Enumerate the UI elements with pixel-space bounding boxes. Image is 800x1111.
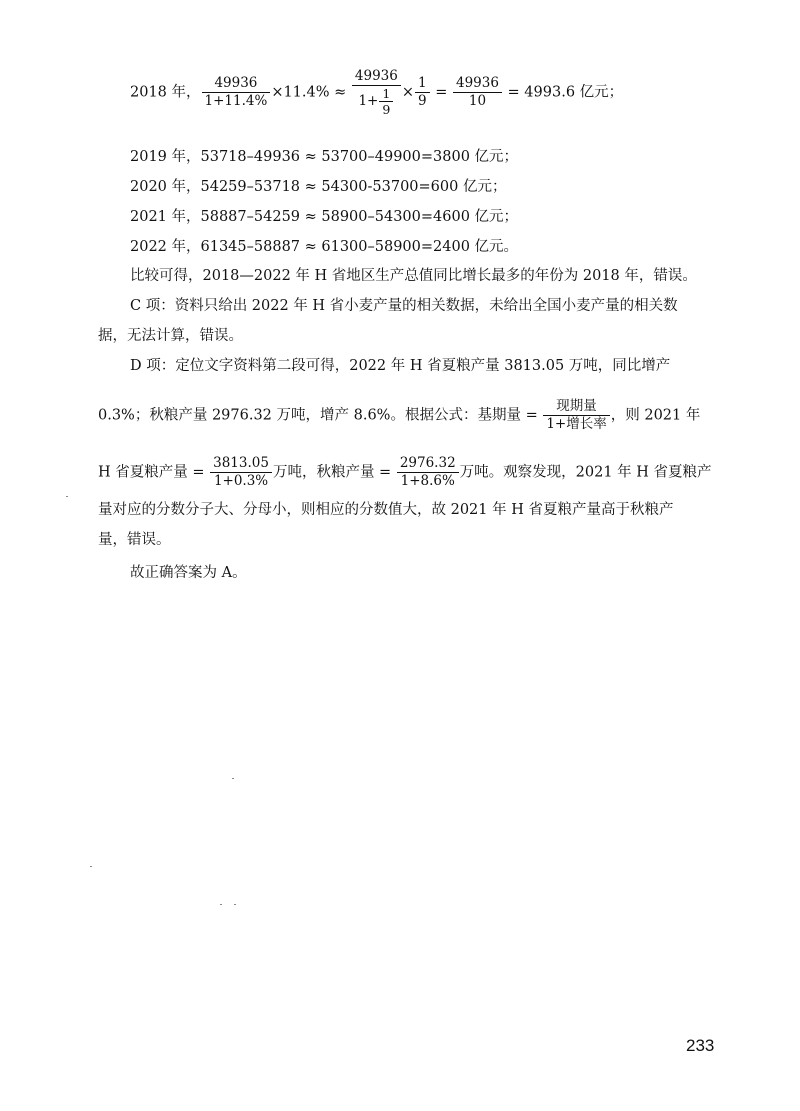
autumn-grain-fraction: $\frac{2976.32}{1+8.6\%}$	[397, 455, 459, 490]
scan-speck	[66, 496, 68, 497]
scan-speck	[232, 778, 234, 779]
calc-line-2022: 2022 年，61345–58887 ≈ 61300–58900=2400 亿元。	[130, 239, 519, 255]
option-c-line-1: C 项：资料只给出 2022 年 H 省小麦产量的相关数据，未给出全国小麦产量的相关数	[130, 298, 678, 314]
calc-line-2019: 2019 年，53718–49936 ≈ 53700–49900=3800 亿元；	[130, 149, 519, 165]
option-d-line-2: 0.3%；秋粮产量 2976.32 万吨，增产 8.6%。根据公式：基期量 = $\frac{\text{现期量}}{\text{1+增长率}}$ ，则 2021 年	[98, 398, 701, 432]
fraction-4: $\frac{49936}{10}$	[453, 75, 502, 110]
option-d-line-1: D 项：定位文字资料第二段可得，2022 年 H 省夏粮产量 3813.05 万吨，同比增产	[130, 358, 671, 374]
calc-line-2018	[130, 68, 623, 117]
option-d-line-3: H 省夏粮产量 = $\frac{3813.05}{1+0.3\%}$ 万吨，秋粮产量 = $\frac{2976.32}{1+8.6\%}$ 万吨。观察发现，2021 年 H 省夏粮产	[98, 455, 712, 489]
calc-line-2020: 2020 年，54259–53718 ≈ 54300-53700=600 亿元；	[130, 179, 507, 195]
summer-grain-fraction: $\frac{3813.05}{1+0.3\%}$	[210, 455, 272, 490]
fraction-1: $\frac{49936}{1+11.4\%}$	[202, 75, 271, 110]
scan-speck	[90, 866, 92, 867]
scan-speck	[220, 904, 222, 905]
option-d-line-4: 量对应的分数分子大、分母小，则相应的分数值大，故 2021 年 H 省夏粮产量高于秋粮产	[98, 502, 674, 518]
calc-2018-prefix: 2018 年，	[130, 84, 201, 101]
fraction-3: $\frac{1}{9}$	[415, 75, 430, 110]
calc-2018-result: = 4993.6 亿元；	[502, 84, 624, 101]
calc-2018-times-1: ×11.4% ≈	[271, 84, 351, 101]
calc-2018-eq: =	[430, 84, 452, 101]
calc-line-2021: 2021 年，58887–54259 ≈ 58900–54300=4600 亿元；	[130, 209, 519, 225]
answer-line: 故正确答案为 A。	[130, 565, 247, 581]
calc-2018-times-2: ×	[401, 84, 415, 101]
option-d-line-5: 量，错误。	[98, 532, 171, 548]
fraction-2: 49936 1+ $\frac{1}{9}$	[352, 68, 401, 117]
option-c-line-2: 据，无法计算，错误。	[98, 328, 243, 344]
base-period-formula-fraction: $\frac{\text{现期量}}{\text{1+增长率}}$	[543, 398, 609, 433]
scan-speck	[234, 904, 236, 905]
nested-fraction: $\frac{1}{9}$	[379, 86, 393, 117]
comparison-conclusion: 比较可得，2018—2022 年 H 省地区生产总值同比增长最多的年份为 2018 年，错误。	[130, 268, 697, 284]
page-number: 233	[686, 1036, 715, 1055]
